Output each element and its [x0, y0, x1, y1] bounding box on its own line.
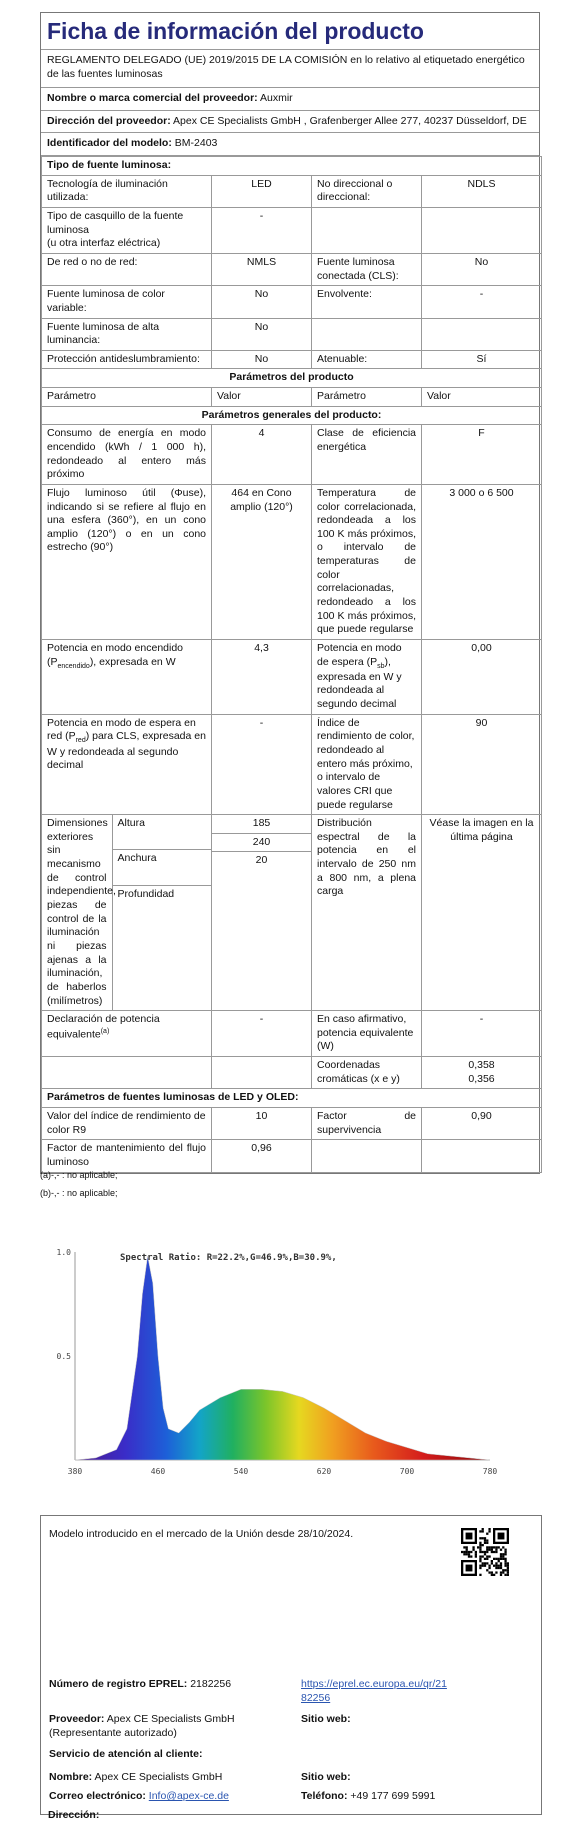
address-label: Dirección: [48, 1809, 100, 1821]
cri-value: 90 [422, 714, 542, 814]
eprel-link-line1[interactable]: https://eprel.ec.europa.eu/qr/21 [301, 1678, 447, 1690]
col-value-header: Valor [212, 388, 312, 407]
equiv-value: - [212, 1011, 312, 1057]
equiv-label-text: Declaración de potencia equivalente [47, 1013, 160, 1041]
r9-label: Valor del índice de rendimiento de color R9 [42, 1108, 212, 1140]
x-tick-label: 700 [399, 1467, 415, 1476]
height-value: 185 [212, 815, 311, 834]
service-name-value: Apex CE Specialists GmbH [94, 1771, 223, 1783]
cls-value: No [422, 253, 542, 285]
width-label: Anchura [112, 850, 211, 886]
col-param-header: Parámetro [312, 388, 422, 407]
regulation-text: REGLAMENTO DELEGADO (UE) 2019/2015 DE LA COMISIÓN en lo relativo al etiquetado energético de las fuentes luminosas [41, 50, 539, 88]
empty-cell [422, 208, 542, 254]
model-intro-text: Modelo introducido en el mercado de la Unión desde 28/10/2024. [49, 1528, 354, 1540]
supplier-address-row [41, 111, 539, 134]
chroma-x: 0,358 [468, 1059, 495, 1072]
spectral-chart [40, 1232, 540, 1492]
power-on-label-text: Potencia en modo encendido (P [47, 641, 184, 668]
energy-value: 4 [212, 425, 312, 485]
cap-label-line1: Tipo de casquillo de la fuente luminosa [47, 210, 184, 236]
website2-label: Sitio web: [301, 1771, 351, 1783]
supplier-name-label: Nombre o marca comercial del proveedor: [47, 92, 258, 105]
empty-cell [312, 318, 422, 350]
spectral-chart-svg [40, 1232, 540, 1492]
led-params-heading: Parámetros de fuentes luminosas de LED y OLED: [42, 1089, 542, 1108]
col-param-header: Parámetro [42, 388, 212, 407]
networked-label-text2: ) para CLS, expresada en W y redondeada al segundo decimal [47, 730, 206, 772]
empty-cell [312, 208, 422, 254]
technology-value: LED [212, 175, 312, 207]
phone-row [301, 1790, 435, 1804]
email-row [49, 1790, 229, 1804]
service-name-row [49, 1771, 222, 1785]
specs-table [41, 156, 542, 1172]
eprel-link[interactable] [301, 1678, 447, 1705]
product-params-heading: Parámetros del producto [42, 369, 542, 388]
phone-value: +49 177 699 5991 [350, 1790, 436, 1802]
colour-tuneable-value: No [212, 286, 312, 318]
networked-label-sub: red [75, 737, 86, 745]
power-on-label [42, 639, 212, 714]
standby-label-text: Potencia en modo de espera (P [317, 641, 402, 668]
website-label: Sitio web: [301, 1713, 351, 1725]
y-tick-label: 1.0 [56, 1248, 71, 1257]
equiv-label-sup: (a) [100, 1027, 110, 1035]
email-label: Correo electrónico: [49, 1790, 146, 1802]
chroma-values [422, 1057, 542, 1089]
supplier-address-value: Apex CE Specialists GmbH , Grafenberger Allee 277, 40237 Düsseldorf, DE [173, 114, 527, 127]
networked-standby-value: - [212, 714, 312, 814]
footnote-b: (b)-,- : no aplicable; [40, 1188, 118, 1198]
col-value-header: Valor [422, 388, 542, 407]
depth-value: 20 [255, 854, 268, 867]
eprel-row [49, 1678, 231, 1692]
spectrum-area [75, 1256, 490, 1460]
page-title: Ficha de información del producto [41, 13, 539, 50]
cct-label: Temperatura de color correlacionada, redondeada a los 100 K más próximos, o intervalo de temperaturas de color correlacionadas, redondeado a los 100 K más próximos, que puede regularse [312, 484, 422, 639]
efficiency-label: Clase de eficiencia energética [312, 425, 422, 485]
chart-title: Spectral Ratio: R=22.2%,G=46.9%,B=30.9%, [120, 1253, 337, 1263]
anti-glare-value: No [212, 350, 312, 369]
cap-label-line2: (u otra interfaz eléctrica) [47, 237, 161, 250]
chroma-y: 0,356 [468, 1072, 495, 1085]
supplier-label: Proveedor: [49, 1713, 105, 1725]
equiv-label [42, 1011, 212, 1057]
width-value: 240 [212, 834, 311, 853]
maintenance-label: Factor de mantenimiento del flujo luminoso [42, 1140, 212, 1172]
supplier-name-row [41, 88, 539, 111]
energy-label: Consumo de energía en modo encendido (kWh / 1 000 h), redondeado al entero más próximo [42, 425, 212, 485]
height-label: Altura [112, 815, 211, 850]
cls-label: Fuente luminosa conectada (CLS): [312, 253, 422, 285]
directional-label: No direccional o direccional: [312, 175, 422, 207]
standby-label [312, 639, 422, 714]
flux-value: 464 en Cono amplio (120°) [212, 484, 312, 639]
dimensions-table [42, 815, 211, 1010]
x-tick-label: 620 [316, 1467, 332, 1476]
maintenance-value: 0,96 [212, 1140, 312, 1172]
product-information-sheet [40, 12, 540, 1174]
model-row [41, 133, 539, 156]
power-on-label-text2: ), expresada en W [89, 655, 176, 668]
x-tick-label: 780 [482, 1467, 498, 1476]
efficiency-value: F [422, 425, 542, 485]
r9-value: 10 [212, 1108, 312, 1140]
model-value: BM-2403 [174, 137, 218, 150]
power-on-label-sub: encendido [57, 662, 90, 670]
x-tick-label: 460 [150, 1467, 166, 1476]
standby-label-sub: sb [377, 662, 385, 670]
survival-label: Factor de supervivencia [312, 1108, 422, 1140]
technology-label: Tecnología de iluminación utilizada: [42, 175, 212, 207]
empty-cell [422, 318, 542, 350]
cap-label [42, 208, 212, 254]
high-luminance-value: No [212, 318, 312, 350]
dimmable-label: Atenuable: [312, 350, 422, 369]
directional-value: NDLS [422, 175, 542, 207]
spectral-value: Véase la imagen en la última página [422, 815, 542, 1011]
empty-cell [312, 1140, 422, 1172]
dimensions-cell [42, 815, 212, 1011]
light-source-type-heading: Tipo de fuente luminosa: [42, 157, 542, 176]
empty-cell [212, 1057, 312, 1089]
service-name-label: Nombre: [49, 1771, 93, 1783]
supplier-info-box [40, 1515, 542, 1815]
y-tick-label: 0.5 [56, 1352, 71, 1361]
email-link[interactable]: Info@apex-ce.de [148, 1790, 229, 1802]
flux-label: Flujo luminoso útil (Φuse), indicando si se refiere al flujo en una esfera (360°), en un cono amplio (120°) o en un cono estrecho (90°) [42, 484, 212, 639]
qr-code-icon[interactable] [461, 1528, 509, 1576]
phone-label: Teléfono: [301, 1790, 348, 1802]
envelope-value: - [422, 286, 542, 318]
model-label: Identificador del modelo: [47, 137, 172, 150]
depth-label: Profundidad [117, 888, 175, 901]
chroma-label: Coordenadas cromáticas (x e y) [312, 1057, 422, 1089]
empty-cell [422, 1140, 542, 1172]
mains-value: NMLS [212, 253, 312, 285]
eprel-link-line2[interactable]: 82256 [301, 1691, 331, 1704]
high-luminance-label: Fuente luminosa de alta luminancia: [42, 318, 212, 350]
standby-label-text2: ), expresada en W y redondeada al segundo decimal [317, 655, 402, 711]
supplier-row [49, 1713, 289, 1740]
mains-label: De red o no de red: [42, 253, 212, 285]
empty-cell [42, 1057, 212, 1089]
cap-value: - [212, 208, 312, 254]
dimensions-values-cell [212, 815, 312, 1011]
envelope-label: Envolvente: [312, 286, 422, 318]
eprel-value: 2182256 [190, 1678, 232, 1690]
dimmable-value: Sí [422, 350, 542, 369]
supplier-value: Apex CE Specialists GmbH (Representante autorizado) [49, 1713, 235, 1739]
networked-standby-label [42, 714, 212, 814]
spectral-label: Distribución espectral de la potencia en el intervalo de 250 nm a 800 nm, a plena carga [312, 815, 422, 1011]
general-params-heading: Parámetros generales del producto: [42, 406, 542, 425]
cri-label: Índice de rendimiento de color, redondeado al entero más próximo, o intervalo de valores CRI que puede regularse [312, 714, 422, 814]
footnote-a: (a)-,- : no aplicable; [40, 1170, 118, 1180]
x-tick-label: 380 [67, 1467, 83, 1476]
standby-value: 0,00 [422, 639, 542, 714]
equiv-yes-label: En caso afirmativo, potencia equivalente (W) [312, 1011, 422, 1057]
eprel-label: Número de registro EPREL: [49, 1678, 188, 1690]
survival-value: 0,90 [422, 1108, 542, 1140]
dimensions-label: Dimensiones exteriores sin mecanismo de control independiente, piezas de control de la iluminación ni piezas ajenas a la iluminación, de haberlos (milímetros) [42, 815, 112, 1010]
service-label: Servicio de atención al cliente: [49, 1748, 203, 1760]
equiv-yes-value: - [422, 1011, 542, 1057]
anti-glare-label: Protección antideslumbramiento: [42, 350, 212, 369]
networked-label-text: Potencia en modo de espera en red (P [47, 716, 196, 743]
supplier-address-label: Dirección del proveedor: [47, 114, 171, 127]
supplier-name-value: Auxmir [260, 92, 293, 105]
x-tick-label: 540 [233, 1467, 249, 1476]
cct-value: 3 000 o 6 500 [422, 484, 542, 639]
power-on-value: 4,3 [212, 639, 312, 714]
colour-tuneable-label: Fuente luminosa de color variable: [42, 286, 212, 318]
